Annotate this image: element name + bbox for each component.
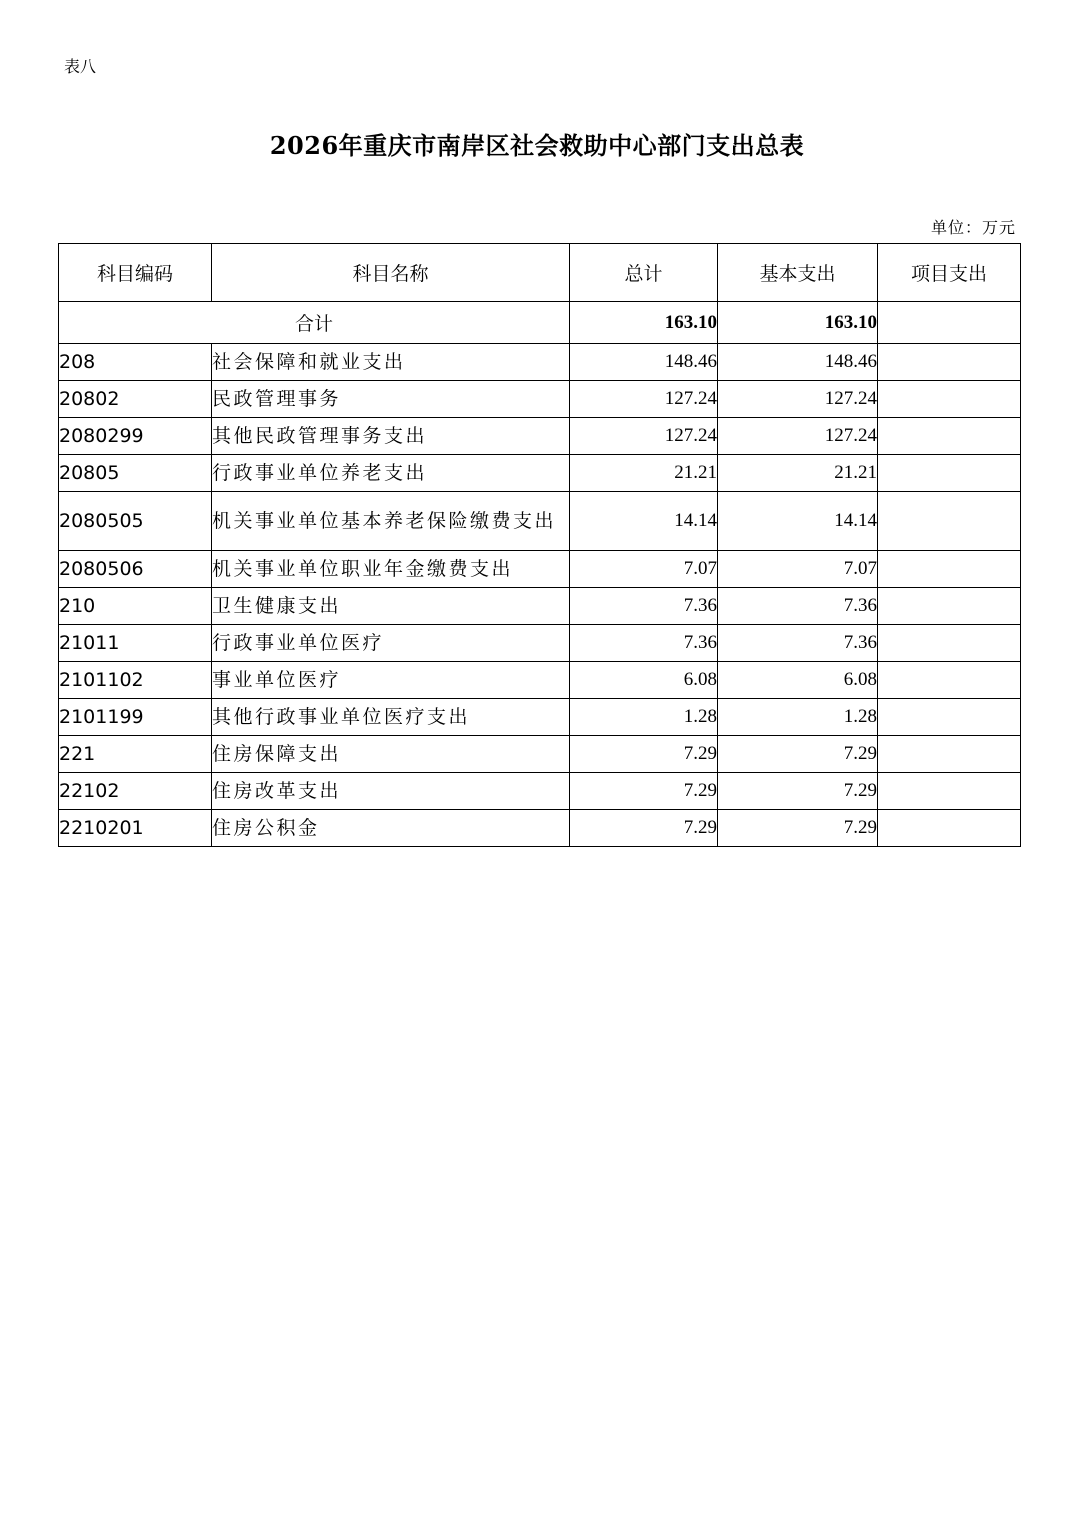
row-total: 7.29 <box>570 773 718 810</box>
row-total: 7.29 <box>570 810 718 847</box>
subject-name: 社会保障和就业支出 <box>212 344 570 381</box>
row-project <box>878 662 1021 699</box>
row-basic: 7.36 <box>718 625 878 662</box>
subject-code: 2101102 <box>59 662 212 699</box>
row-basic: 6.08 <box>718 662 878 699</box>
row-total: 7.07 <box>570 551 718 588</box>
table-row <box>59 736 1021 773</box>
subject-name: 民政管理事务 <box>212 381 570 418</box>
subject-name: 卫生健康支出 <box>212 588 570 625</box>
row-basic: 7.29 <box>718 810 878 847</box>
row-basic: 148.46 <box>718 344 878 381</box>
table-row <box>59 699 1021 736</box>
page-title: 2026年重庆市南岸区社会救助中心部门支出总表 <box>269 131 805 160</box>
subject-name: 住房保障支出 <box>212 736 570 773</box>
subject-code: 2080299 <box>59 418 212 455</box>
table-row <box>59 773 1021 810</box>
row-total: 7.36 <box>570 588 718 625</box>
subject-code: 221 <box>59 736 212 773</box>
row-total: 127.24 <box>570 381 718 418</box>
row-basic: 14.14 <box>718 492 878 551</box>
subject-code: 208 <box>59 344 212 381</box>
total-label: 合计 <box>59 302 570 344</box>
subject-name: 住房改革支出 <box>212 773 570 810</box>
column-header-name: 科目名称 <box>212 244 570 302</box>
subject-code: 2101199 <box>59 699 212 736</box>
row-total: 21.21 <box>570 455 718 492</box>
row-project <box>878 344 1021 381</box>
row-basic: 7.29 <box>718 736 878 773</box>
subject-code: 2080505 <box>59 492 212 551</box>
row-project <box>878 381 1021 418</box>
row-project <box>878 625 1021 662</box>
table-row <box>59 344 1021 381</box>
row-project <box>878 736 1021 773</box>
row-project <box>878 551 1021 588</box>
subject-name: 行政事业单位医疗 <box>212 625 570 662</box>
column-header-basic: 基本支出 <box>718 244 878 302</box>
table-row <box>59 588 1021 625</box>
unit-label: 单位：万元 <box>930 218 1016 237</box>
subject-name: 其他行政事业单位医疗支出 <box>212 699 570 736</box>
row-project <box>878 455 1021 492</box>
table-row <box>59 455 1021 492</box>
row-project <box>878 810 1021 847</box>
row-basic: 127.24 <box>718 418 878 455</box>
row-basic: 7.07 <box>718 551 878 588</box>
subject-code: 210 <box>59 588 212 625</box>
row-basic: 7.29 <box>718 773 878 810</box>
table-row <box>59 381 1021 418</box>
table-row <box>59 662 1021 699</box>
subject-name: 其他民政管理事务支出 <box>212 418 570 455</box>
total-amount: 163.10 <box>570 302 718 344</box>
column-header-total: 总计 <box>570 244 718 302</box>
column-header-project: 项目支出 <box>878 244 1021 302</box>
subject-code: 22102 <box>59 773 212 810</box>
subject-code: 20805 <box>59 455 212 492</box>
total-row <box>59 302 1021 344</box>
table-row <box>59 551 1021 588</box>
row-total: 14.14 <box>570 492 718 551</box>
row-project <box>878 773 1021 810</box>
row-total: 148.46 <box>570 344 718 381</box>
subject-name: 住房公积金 <box>212 810 570 847</box>
row-basic: 21.21 <box>718 455 878 492</box>
subject-name: 行政事业单位养老支出 <box>212 455 570 492</box>
row-basic: 1.28 <box>718 699 878 736</box>
row-total: 7.36 <box>570 625 718 662</box>
row-basic: 7.36 <box>718 588 878 625</box>
total-basic-amount: 163.10 <box>718 302 878 344</box>
expenditure-table <box>58 243 1021 847</box>
row-project <box>878 699 1021 736</box>
subject-name: 机关事业单位基本养老保险缴费支出 <box>212 492 570 551</box>
table-header-row <box>59 244 1021 302</box>
subject-code: 2210201 <box>59 810 212 847</box>
subject-code: 21011 <box>59 625 212 662</box>
subject-code: 2080506 <box>59 551 212 588</box>
row-project <box>878 492 1021 551</box>
table-row <box>59 418 1021 455</box>
row-total: 6.08 <box>570 662 718 699</box>
row-total: 1.28 <box>570 699 718 736</box>
row-basic: 127.24 <box>718 381 878 418</box>
row-project <box>878 418 1021 455</box>
subject-code: 20802 <box>59 381 212 418</box>
row-total: 7.29 <box>570 736 718 773</box>
column-header-code: 科目编码 <box>59 244 212 302</box>
subject-name: 机关事业单位职业年金缴费支出 <box>212 551 570 588</box>
total-project-amount <box>878 302 1021 344</box>
row-total: 127.24 <box>570 418 718 455</box>
table-number-label: 表八 <box>64 57 97 76</box>
row-project <box>878 588 1021 625</box>
table-row <box>59 810 1021 847</box>
table-row <box>59 492 1021 551</box>
table-row <box>59 625 1021 662</box>
subject-name: 事业单位医疗 <box>212 662 570 699</box>
